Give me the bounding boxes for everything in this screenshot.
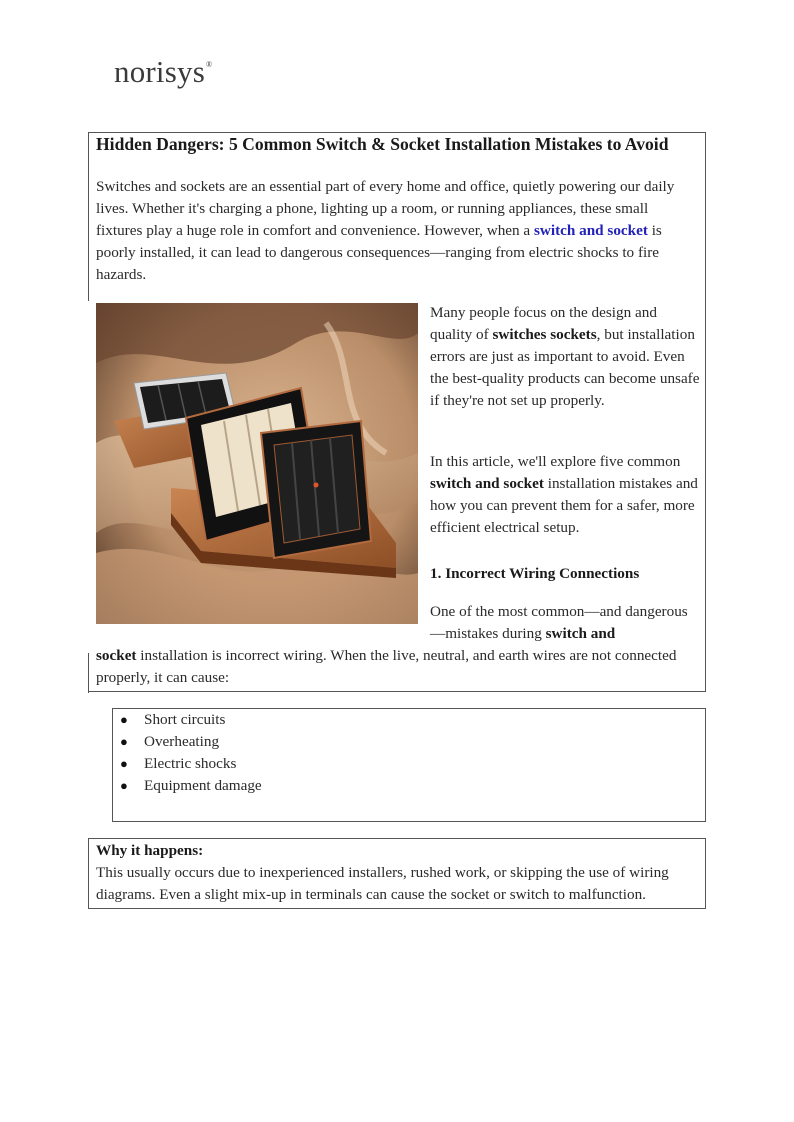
consequences-list (120, 709, 262, 797)
why-it-happens-heading: Why it happens: (96, 842, 204, 859)
switch-product-photo (96, 303, 418, 624)
switch-and-socket-link[interactable]: switch and socket (533, 222, 648, 239)
wiring-paragraph-start: One of the most common—and dangerous—mistakes during switch and (430, 603, 688, 642)
intro-paragraph: Switches and sockets are an essential part of every home and office, quietly powering our daily lives. Whether it's charging a phone, lighting up a room, or running appliances, these small fixtures play a huge role in comfort and convenience. However, when a switch and socket is poorly installed, it can lead to dangerous consequences—ranging from electric shocks to fire hazards. (96, 178, 675, 283)
article-overview-paragraph: In this article, we'll explore five common switch and socket installation mistakes and how you can prevent them for a safer, more efficient electrical setup. (430, 453, 698, 536)
list-item: ● Electric shocks (120, 753, 262, 775)
list-item: ● Short circuits (120, 709, 262, 731)
section-1-heading: 1. Incorrect Wiring Connections (430, 565, 640, 582)
article-title: Hidden Dangers: 5 Common Switch & Socket Installation Mistakes to Avoid (96, 134, 669, 154)
norisys-logo: norisys® (114, 54, 213, 89)
why-it-happens-text: This usually occurs due to inexperienced installers, rushed work, or skipping the use of wiring diagrams. Even a slight mix-up in terminals can cause the socket or switch to malfunction. (96, 864, 669, 903)
list-item: ● Equipment damage (120, 775, 262, 797)
wiring-paragraph-continued: socket installation is incorrect wiring. When the live, neutral, and earth wires are not connected properly, it can cause: (96, 647, 677, 686)
list-item: ● Overheating (120, 731, 262, 753)
design-paragraph: Many people focus on the design and quality of switches sockets, but installation errors are just as important to avoid. Even the best-quality products can become unsafe if they're not set up properly. (430, 304, 700, 409)
